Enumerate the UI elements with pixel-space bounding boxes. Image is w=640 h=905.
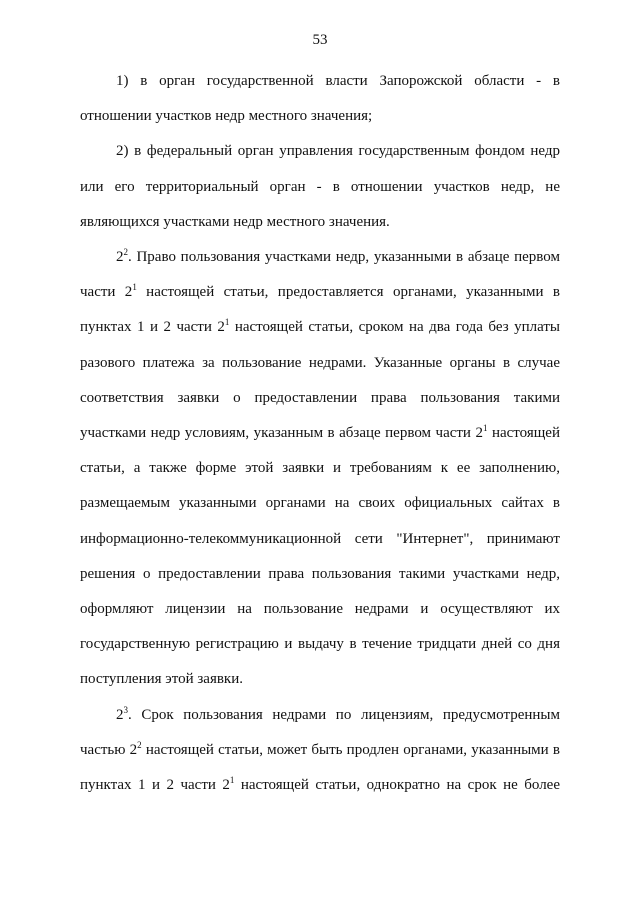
text-line xyxy=(80,106,560,126)
text-line xyxy=(80,423,560,443)
text-span: поступления этой заявки. xyxy=(80,671,243,688)
text-line xyxy=(80,740,560,760)
text-span: участками недр условиям, указанным в абзаце первом части 2 xyxy=(80,425,483,441)
text-span: отношении участков недр местного значения; xyxy=(80,108,373,125)
text-span: статьи, а также форме этой заявки и требованиям к ее заполнению, xyxy=(80,460,560,477)
text-span: 2 xyxy=(116,249,124,265)
text-span: решения о предоставлении права пользования такими участками недр, xyxy=(80,565,560,582)
text-span: соответствия заявки о предоставлении права пользования такими xyxy=(80,389,560,406)
text-span: . Право пользования участками недр, указанными в абзаце первом xyxy=(128,249,560,265)
text-line xyxy=(80,564,560,584)
text-span: оформляют лицензии на пользование недрами и осуществляют их xyxy=(80,601,560,617)
text-line xyxy=(116,71,560,91)
text-line xyxy=(80,669,560,689)
text-line xyxy=(116,141,560,161)
text-span: 2) в федеральный орган управления государственным фондом недр xyxy=(116,143,560,160)
text-line xyxy=(80,599,560,619)
text-span: части 2 xyxy=(80,284,133,301)
text-line xyxy=(80,317,560,337)
text-line xyxy=(116,705,560,725)
text-line xyxy=(80,634,560,654)
text-line xyxy=(80,282,560,302)
text-span: 1) в орган государственной власти Запорожской области - в xyxy=(116,73,560,89)
text-line xyxy=(116,247,560,267)
text-line xyxy=(80,388,560,408)
text-line xyxy=(80,212,560,232)
text-span: настоящей статьи, может быть продлен органами, указанными в xyxy=(141,741,560,758)
superscript: 2 xyxy=(137,739,142,750)
superscript: 1 xyxy=(482,423,488,433)
superscript: 1 xyxy=(132,282,137,293)
text-span: пунктах 1 и 2 части 2 xyxy=(80,319,225,336)
text-line xyxy=(80,458,560,478)
text-line xyxy=(80,529,560,549)
text-span: . Срок пользования недрами по лицензиям, предусмотренным xyxy=(128,706,560,723)
text-span: частью 2 xyxy=(80,741,138,758)
text-span: разового платежа за пользование недрами. Указанные органы в случае xyxy=(80,354,560,371)
text-span: государственную регистрацию и выдачу в течение тридцати дней со дня xyxy=(80,636,560,653)
text-span: или его территориальный орган - в отношении участков недр, не xyxy=(80,178,560,195)
text-span: информационно-телекоммуникационной сети "Интернет", принимают xyxy=(80,530,560,547)
text-span: размещаемым указанными органами на своих официальных сайтах в xyxy=(80,495,560,512)
page-number: 53 xyxy=(312,32,328,48)
text-line xyxy=(80,493,560,513)
text-span: являющихся участками недр местного значения. xyxy=(80,213,390,230)
text-line xyxy=(80,177,560,197)
text-span: настоящей статьи, предоставляется органами, указанными в xyxy=(136,284,560,301)
text-span: настоящей статьи, сроком на два года без уплаты xyxy=(229,319,560,336)
text-span: настоящей статьи, однократно на срок не более xyxy=(234,777,560,793)
text-span: 2 xyxy=(116,706,124,723)
text-span: настоящей xyxy=(487,425,560,441)
superscript: 1 xyxy=(229,775,235,785)
text-line xyxy=(80,775,560,795)
superscript: 3 xyxy=(123,704,128,715)
superscript: 1 xyxy=(224,317,230,328)
superscript: 2 xyxy=(123,247,128,257)
text-span: пунктах 1 и 2 части 2 xyxy=(80,777,230,793)
text-line xyxy=(80,353,560,373)
